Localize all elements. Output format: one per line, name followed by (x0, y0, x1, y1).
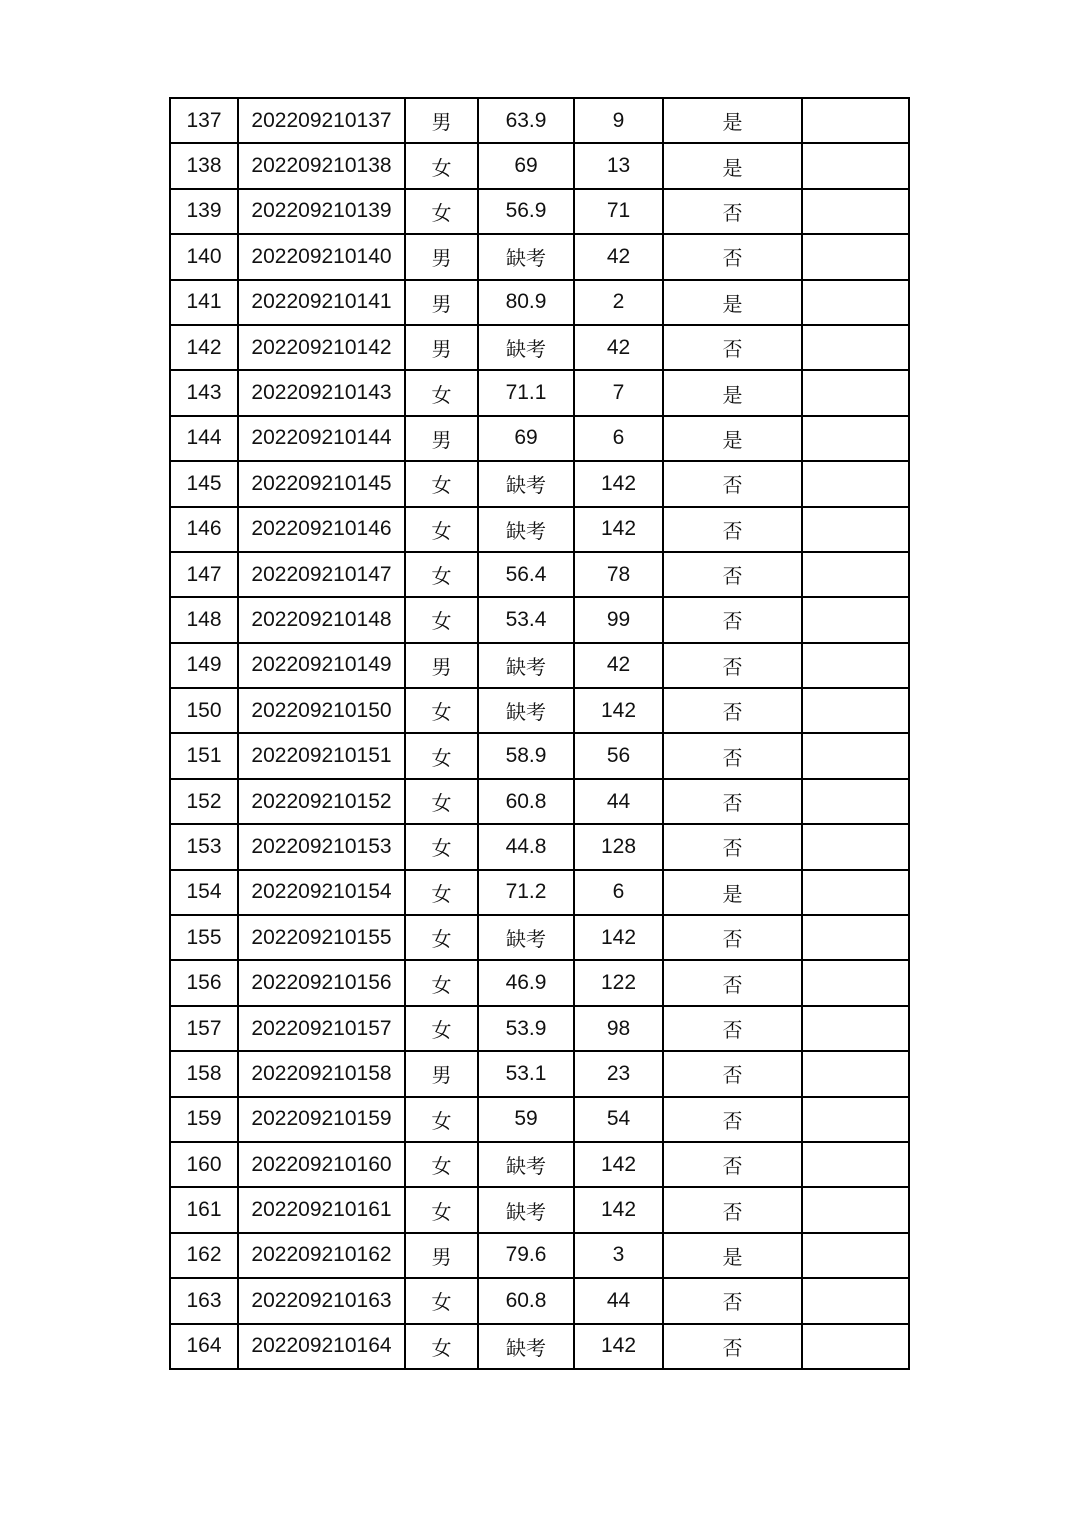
cell-exam-id: 202209210156 (238, 960, 405, 1005)
cell-qualified: 否 (663, 1006, 802, 1051)
cell-qualified: 否 (663, 325, 802, 370)
cell-remark (802, 234, 909, 279)
cell-number: 144 (170, 416, 238, 461)
cell-remark (802, 416, 909, 461)
cell-rank: 42 (574, 643, 663, 688)
cell-number: 147 (170, 552, 238, 597)
cell-remark (802, 643, 909, 688)
cell-number: 150 (170, 688, 238, 733)
cell-rank: 98 (574, 1006, 663, 1051)
cell-number: 163 (170, 1278, 238, 1323)
score-table (169, 97, 910, 1370)
cell-number: 162 (170, 1233, 238, 1278)
cell-exam-id: 202209210157 (238, 1006, 405, 1051)
cell-qualified: 否 (663, 1324, 802, 1369)
cell-score: 53.9 (478, 1006, 574, 1051)
cell-qualified: 否 (663, 1278, 802, 1323)
cell-exam-id: 202209210138 (238, 143, 405, 188)
table-row (170, 370, 909, 415)
cell-remark (802, 370, 909, 415)
cell-gender: 男 (405, 325, 478, 370)
cell-gender: 女 (405, 1187, 478, 1232)
cell-rank: 142 (574, 915, 663, 960)
cell-rank: 128 (574, 824, 663, 869)
cell-remark (802, 189, 909, 234)
cell-exam-id: 202209210154 (238, 870, 405, 915)
table-row (170, 733, 909, 778)
cell-score: 缺考 (478, 643, 574, 688)
cell-qualified: 否 (663, 597, 802, 642)
table-body (170, 98, 909, 1369)
cell-score: 71.2 (478, 870, 574, 915)
cell-rank: 13 (574, 143, 663, 188)
cell-qualified: 否 (663, 461, 802, 506)
cell-gender: 女 (405, 960, 478, 1005)
cell-score: 56.9 (478, 189, 574, 234)
table-row (170, 189, 909, 234)
cell-number: 161 (170, 1187, 238, 1232)
cell-qualified: 否 (663, 1187, 802, 1232)
cell-score: 缺考 (478, 1324, 574, 1369)
cell-remark (802, 143, 909, 188)
cell-score: 53.1 (478, 1051, 574, 1096)
cell-number: 141 (170, 280, 238, 325)
cell-remark (802, 1006, 909, 1051)
cell-qualified: 是 (663, 280, 802, 325)
cell-qualified: 否 (663, 915, 802, 960)
cell-gender: 男 (405, 1233, 478, 1278)
cell-rank: 142 (574, 507, 663, 552)
cell-qualified: 否 (663, 688, 802, 733)
cell-exam-id: 202209210143 (238, 370, 405, 415)
table-row (170, 143, 909, 188)
cell-gender: 男 (405, 280, 478, 325)
cell-number: 152 (170, 779, 238, 824)
table-row (170, 1278, 909, 1323)
cell-rank: 142 (574, 1187, 663, 1232)
cell-exam-id: 202209210149 (238, 643, 405, 688)
cell-score: 44.8 (478, 824, 574, 869)
cell-gender: 男 (405, 1051, 478, 1096)
cell-exam-id: 202209210158 (238, 1051, 405, 1096)
table-row (170, 325, 909, 370)
table-row (170, 1051, 909, 1096)
table-row (170, 552, 909, 597)
cell-remark (802, 824, 909, 869)
cell-rank: 56 (574, 733, 663, 778)
cell-score: 缺考 (478, 1187, 574, 1232)
cell-remark (802, 1051, 909, 1096)
table-row (170, 234, 909, 279)
cell-exam-id: 202209210148 (238, 597, 405, 642)
cell-qualified: 是 (663, 416, 802, 461)
cell-gender: 女 (405, 1142, 478, 1187)
cell-exam-id: 202209210160 (238, 1142, 405, 1187)
cell-gender: 男 (405, 416, 478, 461)
cell-score: 71.1 (478, 370, 574, 415)
cell-gender: 女 (405, 915, 478, 960)
cell-remark (802, 552, 909, 597)
cell-rank: 23 (574, 1051, 663, 1096)
cell-rank: 54 (574, 1097, 663, 1142)
cell-exam-id: 202209210150 (238, 688, 405, 733)
cell-score: 缺考 (478, 1142, 574, 1187)
cell-rank: 2 (574, 280, 663, 325)
cell-gender: 女 (405, 688, 478, 733)
cell-qualified: 否 (663, 824, 802, 869)
cell-gender: 女 (405, 1097, 478, 1142)
table-row (170, 1142, 909, 1187)
cell-qualified: 是 (663, 143, 802, 188)
cell-number: 159 (170, 1097, 238, 1142)
cell-remark (802, 915, 909, 960)
cell-gender: 女 (405, 370, 478, 415)
table-row (170, 98, 909, 143)
cell-qualified: 否 (663, 1051, 802, 1096)
cell-number: 148 (170, 597, 238, 642)
cell-score: 缺考 (478, 507, 574, 552)
cell-rank: 44 (574, 1278, 663, 1323)
cell-rank: 99 (574, 597, 663, 642)
cell-score: 53.4 (478, 597, 574, 642)
cell-score: 缺考 (478, 325, 574, 370)
cell-number: 157 (170, 1006, 238, 1051)
cell-score: 80.9 (478, 280, 574, 325)
cell-exam-id: 202209210137 (238, 98, 405, 143)
cell-number: 143 (170, 370, 238, 415)
cell-remark (802, 280, 909, 325)
cell-exam-id: 202209210142 (238, 325, 405, 370)
cell-remark (802, 1142, 909, 1187)
cell-remark (802, 1233, 909, 1278)
cell-qualified: 否 (663, 189, 802, 234)
cell-rank: 3 (574, 1233, 663, 1278)
cell-score: 缺考 (478, 234, 574, 279)
cell-gender: 女 (405, 1278, 478, 1323)
cell-qualified: 是 (663, 870, 802, 915)
cell-number: 138 (170, 143, 238, 188)
cell-qualified: 否 (663, 779, 802, 824)
cell-number: 151 (170, 733, 238, 778)
cell-remark (802, 870, 909, 915)
cell-number: 139 (170, 189, 238, 234)
cell-remark (802, 597, 909, 642)
cell-score: 63.9 (478, 98, 574, 143)
cell-remark (802, 1187, 909, 1232)
cell-qualified: 否 (663, 507, 802, 552)
cell-score: 58.9 (478, 733, 574, 778)
cell-remark (802, 688, 909, 733)
table-row (170, 461, 909, 506)
cell-qualified: 是 (663, 98, 802, 143)
cell-rank: 142 (574, 461, 663, 506)
cell-score: 缺考 (478, 688, 574, 733)
cell-rank: 44 (574, 779, 663, 824)
cell-number: 149 (170, 643, 238, 688)
cell-gender: 女 (405, 461, 478, 506)
cell-rank: 122 (574, 960, 663, 1005)
cell-rank: 78 (574, 552, 663, 597)
cell-remark (802, 461, 909, 506)
cell-gender: 女 (405, 870, 478, 915)
table-row (170, 507, 909, 552)
cell-rank: 6 (574, 416, 663, 461)
cell-qualified: 是 (663, 370, 802, 415)
table-row (170, 643, 909, 688)
cell-gender: 女 (405, 143, 478, 188)
cell-gender: 女 (405, 507, 478, 552)
cell-score: 46.9 (478, 960, 574, 1005)
cell-number: 153 (170, 824, 238, 869)
cell-number: 156 (170, 960, 238, 1005)
cell-rank: 9 (574, 98, 663, 143)
cell-number: 142 (170, 325, 238, 370)
cell-gender: 男 (405, 643, 478, 688)
cell-exam-id: 202209210153 (238, 824, 405, 869)
cell-exam-id: 202209210159 (238, 1097, 405, 1142)
cell-remark (802, 98, 909, 143)
cell-rank: 142 (574, 688, 663, 733)
cell-remark (802, 507, 909, 552)
cell-remark (802, 1324, 909, 1369)
cell-remark (802, 960, 909, 1005)
cell-exam-id: 202209210164 (238, 1324, 405, 1369)
cell-remark (802, 1278, 909, 1323)
cell-score: 缺考 (478, 915, 574, 960)
cell-number: 146 (170, 507, 238, 552)
cell-exam-id: 202209210145 (238, 461, 405, 506)
cell-gender: 女 (405, 552, 478, 597)
table-row (170, 416, 909, 461)
cell-qualified: 否 (663, 733, 802, 778)
table-row (170, 280, 909, 325)
cell-qualified: 是 (663, 1233, 802, 1278)
cell-exam-id: 202209210162 (238, 1233, 405, 1278)
cell-qualified: 否 (663, 1142, 802, 1187)
cell-number: 145 (170, 461, 238, 506)
cell-gender: 男 (405, 234, 478, 279)
cell-rank: 6 (574, 870, 663, 915)
cell-remark (802, 1097, 909, 1142)
cell-gender: 女 (405, 824, 478, 869)
cell-exam-id: 202209210151 (238, 733, 405, 778)
cell-gender: 女 (405, 1324, 478, 1369)
cell-score: 60.8 (478, 779, 574, 824)
cell-qualified: 否 (663, 960, 802, 1005)
cell-gender: 女 (405, 1006, 478, 1051)
cell-number: 137 (170, 98, 238, 143)
cell-gender: 女 (405, 779, 478, 824)
cell-rank: 42 (574, 234, 663, 279)
cell-number: 155 (170, 915, 238, 960)
cell-qualified: 否 (663, 234, 802, 279)
cell-score: 69 (478, 143, 574, 188)
cell-number: 154 (170, 870, 238, 915)
cell-qualified: 否 (663, 552, 802, 597)
cell-exam-id: 202209210140 (238, 234, 405, 279)
cell-qualified: 否 (663, 1097, 802, 1142)
cell-number: 164 (170, 1324, 238, 1369)
cell-score: 69 (478, 416, 574, 461)
cell-remark (802, 325, 909, 370)
cell-score: 缺考 (478, 461, 574, 506)
cell-gender: 男 (405, 98, 478, 143)
cell-gender: 女 (405, 733, 478, 778)
cell-exam-id: 202209210139 (238, 189, 405, 234)
table-row (170, 1006, 909, 1051)
table-row (170, 824, 909, 869)
cell-score: 56.4 (478, 552, 574, 597)
cell-exam-id: 202209210146 (238, 507, 405, 552)
table-row (170, 1324, 909, 1369)
cell-exam-id: 202209210144 (238, 416, 405, 461)
table-row (170, 960, 909, 1005)
cell-exam-id: 202209210163 (238, 1278, 405, 1323)
table-row (170, 870, 909, 915)
cell-score: 60.8 (478, 1278, 574, 1323)
cell-exam-id: 202209210141 (238, 280, 405, 325)
cell-gender: 女 (405, 597, 478, 642)
cell-remark (802, 733, 909, 778)
cell-rank: 42 (574, 325, 663, 370)
cell-number: 160 (170, 1142, 238, 1187)
cell-exam-id: 202209210155 (238, 915, 405, 960)
cell-number: 158 (170, 1051, 238, 1096)
cell-score: 79.6 (478, 1233, 574, 1278)
cell-exam-id: 202209210161 (238, 1187, 405, 1232)
table-row (170, 1097, 909, 1142)
cell-rank: 142 (574, 1142, 663, 1187)
table-row (170, 1233, 909, 1278)
cell-gender: 女 (405, 189, 478, 234)
table-row (170, 779, 909, 824)
table-row (170, 1187, 909, 1232)
cell-rank: 7 (574, 370, 663, 415)
table-row (170, 688, 909, 733)
cell-exam-id: 202209210147 (238, 552, 405, 597)
cell-qualified: 否 (663, 643, 802, 688)
cell-rank: 142 (574, 1324, 663, 1369)
table-row (170, 915, 909, 960)
cell-exam-id: 202209210152 (238, 779, 405, 824)
cell-remark (802, 779, 909, 824)
cell-number: 140 (170, 234, 238, 279)
cell-rank: 71 (574, 189, 663, 234)
cell-score: 59 (478, 1097, 574, 1142)
table-row (170, 597, 909, 642)
